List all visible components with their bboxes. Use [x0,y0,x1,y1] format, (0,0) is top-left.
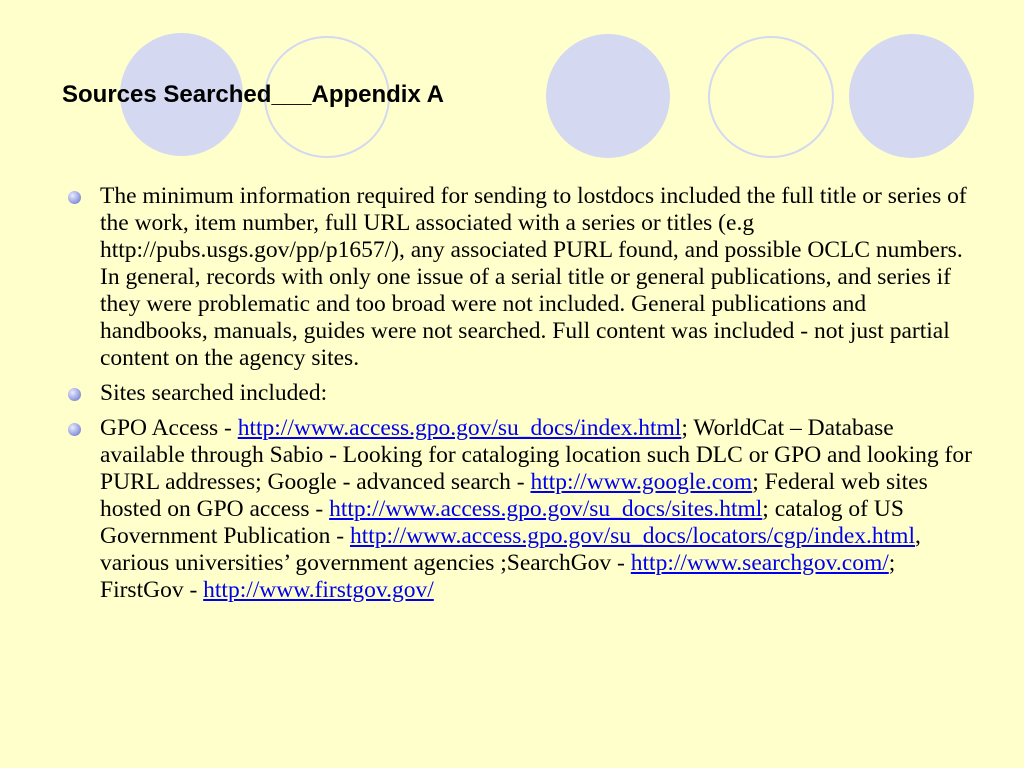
gpo-sites-link[interactable]: http://www.access.gpo.gov/su_docs/sites.html [329,496,763,522]
bullet-list [68,183,978,612]
google-link[interactable]: http://www.google.com [530,469,753,495]
searchgov-link[interactable]: http://www.searchgov.com/ [630,550,889,576]
bullet-text-part: ; FirstGov - [100,550,896,603]
bullet-item-sites-list [68,415,978,604]
bullet-text-part: ; Federal web sites hosted on GPO access - [100,469,928,522]
bullet-icon [68,423,81,436]
bullet-item-sites-intro [68,380,978,407]
bullet-text-part: ; WorldCat – Database available through Sabio - Looking for cataloging location such DLC or GPO and looking for PURL addresses; Google - advanced search - [100,415,972,495]
bullet-text: The minimum information required for sending to lostdocs included the full title or series of the work, item number, full URL associated with a series or titles (e.g http://pubs.usgs.gov/pp/p1657/), any associated PURL found, and possible OCLC numbers. In general, records with only one issue of a serial title or general publications, and series if they were problematic and too broad were not included. General publications and handbooks, manuals, guides were not searched. Full content was included - not just partial content on the agency sites. [100,183,967,371]
gpo-access-link[interactable]: http://www.access.gpo.gov/su_docs/index.html [237,415,682,441]
bullet-text: Sites searched included: [100,380,328,406]
bullet-icon [68,191,81,204]
decor-circle-filled [849,34,974,158]
slide-title: Sources Searched___Appendix A [62,81,444,108]
bullet-text-part: GPO Access - [100,415,238,441]
decor-circle-ring [708,36,834,158]
bullet-text-part: ; catalog of US Government Publication - [100,496,904,549]
bullet-item-requirements [68,183,978,372]
decor-circle-filled [546,34,670,158]
bullet-icon [68,388,81,401]
bullet-text-part: , various universities’ government agencies ;SearchGov - [100,523,921,576]
cgp-catalog-link[interactable]: http://www.access.gpo.gov/su_docs/locators/cgp/index.html [349,523,915,549]
firstgov-link[interactable]: http://www.firstgov.gov/ [203,577,434,603]
